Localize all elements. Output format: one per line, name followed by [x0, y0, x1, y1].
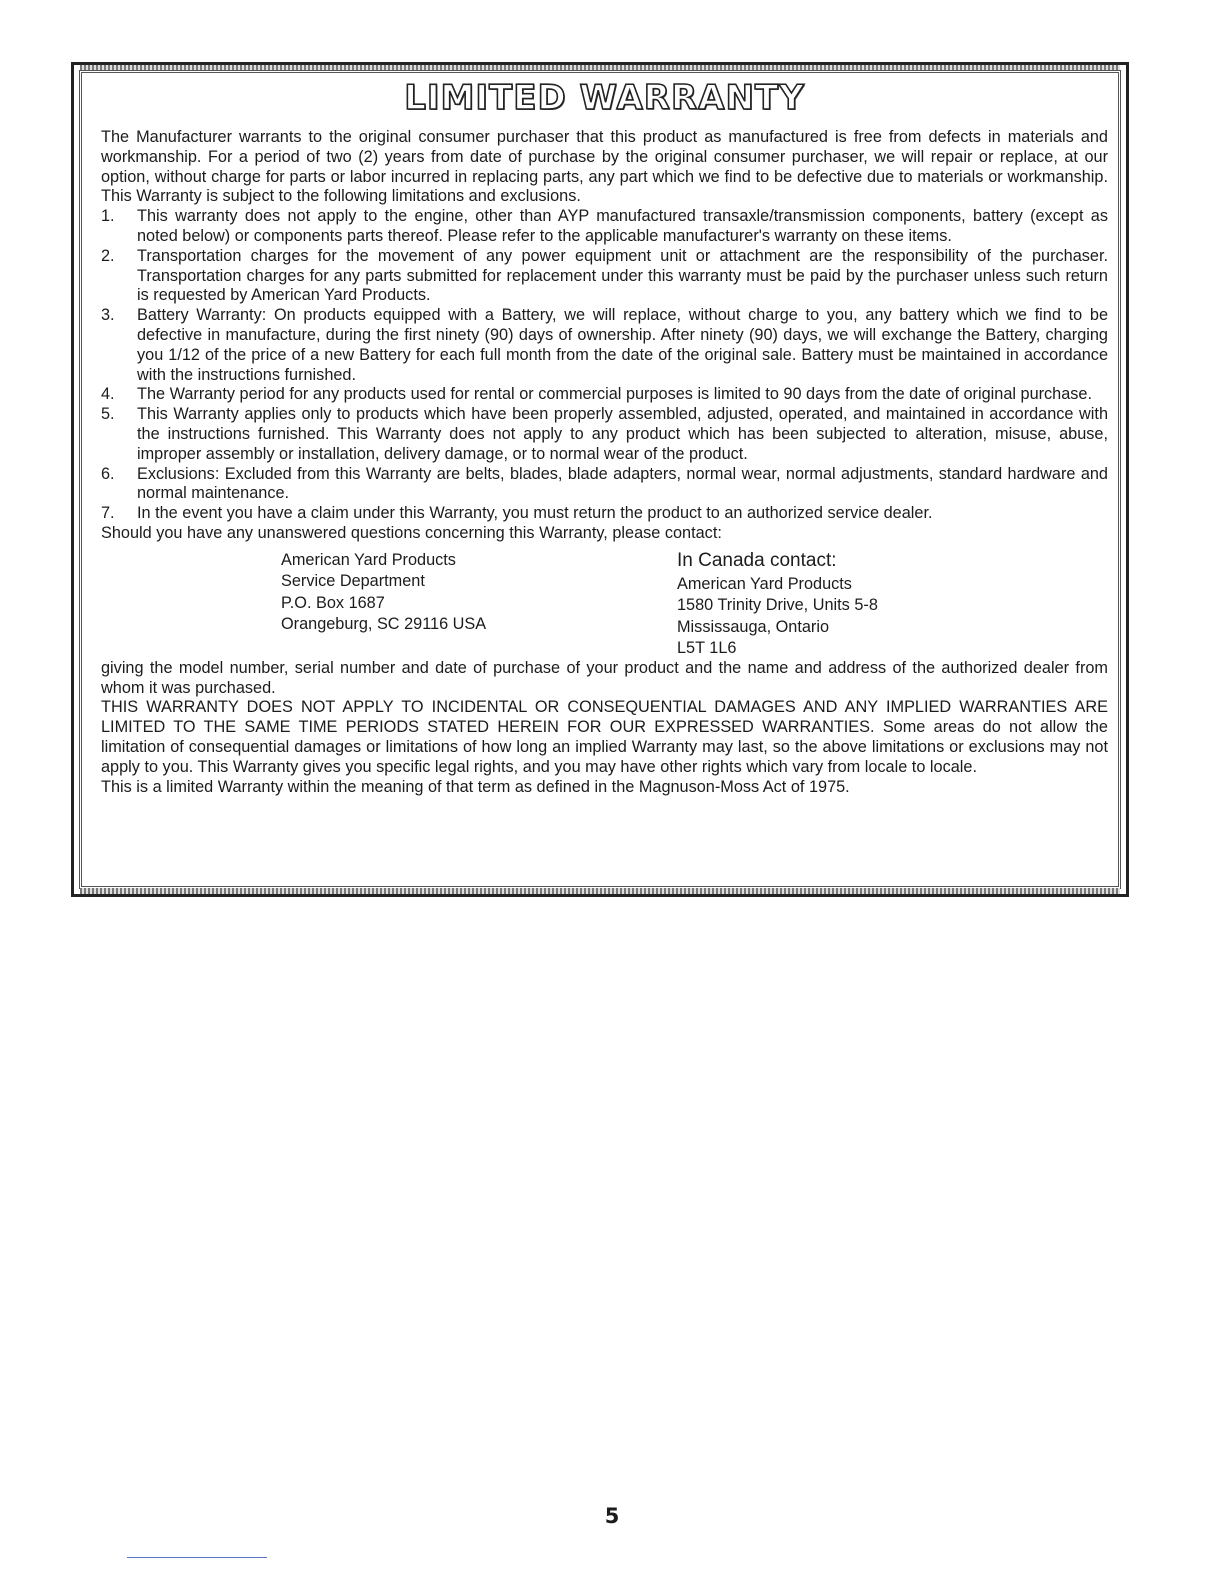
us-address — [281, 550, 486, 636]
frame-bottom-band — [80, 888, 1120, 894]
limitations-list — [101, 207, 1108, 524]
magnuson-moss-line: This is a limited Warranty within the meaning of that term as defined in the Magnuson-Moss Act of 1975. — [101, 777, 850, 796]
footer-rule — [127, 1557, 267, 1558]
list-item — [101, 405, 1108, 464]
disclaimer-paragraph: THIS WARRANTY DOES NOT APPLY TO INCIDENTAL OR CONSEQUENTIAL DAMAGES AND ANY IMPLIED WARRANTIES ARE LIMITED TO THE SAME TIME PERIODS STATED HEREIN FOR OUR EXPRESSED WARRANTIES. Some areas do not allow the limitation of consequential damages or limitations of how long an implied Warranty may last, so the above limitations or exclusions may not apply to you. This Warranty gives you specific legal rights, and you may have other rights which vary from locale to locale. — [101, 698, 1108, 776]
canada-address-line: L5T 1L6 — [677, 639, 737, 658]
item-text: This Warranty applies only to products which have been properly assembled, adjusted, operated, and maintained in accordance with the instructions furnished. This Warranty does not apply to any product which has been subjected to alteration, misuse, abuse, improper assembly or installation, delivery damage, or to normal wear of the product. — [137, 405, 1108, 463]
warranty-content — [101, 78, 1108, 797]
canada-address-line: American Yard Products — [677, 574, 852, 593]
item-number: 3. — [101, 306, 115, 325]
item-text: Battery Warranty: On products equipped with a Battery, we will replace, without charge to you, any battery which we find to be defective in manufacture, during the first ninety (90) days of ownership. After ninety (90) days, we will exchange the Battery, charging you 1/12 of the price of a new Battery for each full month from the date of the original sale. Battery must be maintained in accordance with the instructions furnished. — [137, 306, 1108, 384]
us-address-line: P.O. Box 1687 — [281, 593, 385, 612]
us-address-line: American Yard Products — [281, 550, 456, 569]
item-number: 4. — [101, 385, 115, 404]
canada-address-line: Mississauga, Ontario — [677, 617, 830, 636]
list-item — [101, 504, 1108, 524]
page-title: LIMITED WARRANTY — [404, 78, 805, 118]
giving-paragraph: giving the model number, serial number and date of purchase of your product and the name and address of the authorized dealer from whom it was purchased. — [101, 658, 1108, 697]
list-item — [101, 247, 1108, 306]
list-item — [101, 306, 1108, 385]
canada-address — [677, 548, 878, 660]
item-number: 1. — [101, 207, 115, 226]
intro-paragraph: The Manufacturer warrants to the original consumer purchaser that this product as manufactured is free from defects in materials and workmanship. For a period of two (2) years from date of purchase by the original consumer purchaser, we will repair or replace, at our option, without charge for parts or labor incurred in replacing parts, any part which we find to be defective due to materials or workmanship. This Warranty is subject to the following limitations and exclusions. — [101, 128, 1108, 206]
item-text: This warranty does not apply to the engine, other than AYP manufactured transaxle/transmission components, battery (except as noted below) or components parts thereof. Please refer to the applicable manufacturer's warranty on these items. — [137, 207, 1108, 245]
contact-addresses — [101, 544, 1108, 659]
us-address-line: Orangeburg, SC 29116 USA — [281, 615, 487, 634]
page-number: 5 — [604, 1504, 620, 1528]
list-item — [101, 465, 1108, 505]
questions-line: Should you have any unanswered questions concerning this Warranty, please contact: — [101, 523, 722, 542]
list-item — [101, 385, 1108, 405]
item-number: 7. — [101, 504, 115, 523]
canada-heading: In Canada contact: — [677, 549, 837, 571]
us-address-line: Service Department — [281, 572, 425, 591]
item-text: Exclusions: Excluded from this Warranty are belts, blades, blade adapters, normal wear, normal adjustments, standard hardware and normal maintenance. — [137, 464, 1108, 503]
item-text: In the event you have a claim under this Warranty, you must return the product to an authorized service dealer. — [137, 504, 933, 523]
item-number: 2. — [101, 246, 115, 265]
list-item — [101, 207, 1108, 247]
item-text: The Warranty period for any products used for rental or commercial purposes is limited to 90 days from the date of original purchase. — [137, 385, 1093, 404]
canada-address-line: 1580 Trinity Drive, Units 5-8 — [677, 596, 878, 615]
item-text: Transportation charges for the movement of any power equipment unit or attachment are the responsibility of the purchaser. Transportation charges for any parts submitted for replacement under this warranty must be paid by the purchaser unless such return is requested by American Yard Products. — [137, 246, 1108, 305]
item-number: 6. — [101, 464, 115, 483]
item-number: 5. — [101, 405, 115, 424]
